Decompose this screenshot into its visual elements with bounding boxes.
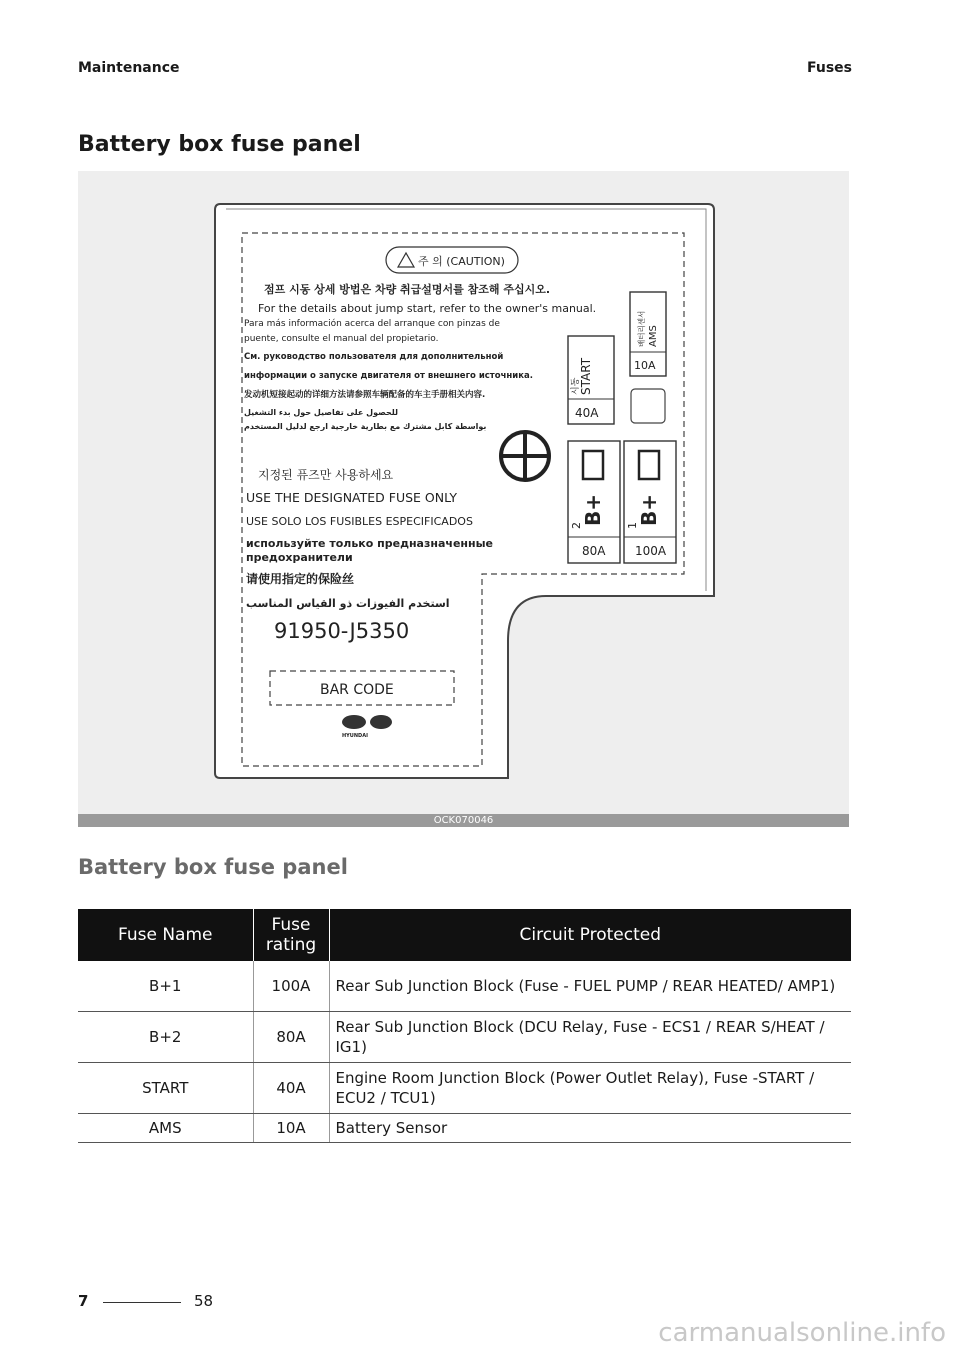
- footer-divider: [103, 1302, 181, 1303]
- fuse-b2-rating: 80A: [582, 544, 606, 558]
- table-header-row: [78, 909, 851, 961]
- chinese-fuse-text: 请使用指定的保险丝: [246, 572, 355, 586]
- table-row: [78, 961, 851, 1012]
- barcode-label: BAR CODE: [320, 682, 394, 698]
- col-header-circuit: Circuit Protected: [329, 909, 851, 961]
- fuse-b2-num: 2: [570, 522, 583, 529]
- part-number: 91950-J5350: [274, 619, 410, 643]
- arabic-fuse-text: استخدم الفيوزات ذو القياس المناسب: [246, 597, 450, 610]
- english-fuse-text: USE THE DESIGNATED FUSE ONLY: [246, 490, 458, 505]
- english-line: For the details about jump start, refer to the owner's manual.: [258, 302, 597, 315]
- fuse-ams-korean: 배터리센서: [637, 310, 646, 347]
- spanish-line-1: Para más información acerca del arranque con pinzas de: [244, 319, 500, 329]
- spanish-line-2: puente, consulte el manual del propietario.: [244, 334, 439, 344]
- fuse-panel-figure: [78, 171, 849, 827]
- table-title: Battery box fuse panel: [78, 855, 348, 879]
- cell-circuit: Rear Sub Junction Block (DCU Relay, Fuse - ECS1 / REAR S/HEAT / IG1): [329, 1012, 851, 1063]
- russian-line-2: информации о запуске двигателя от внешнего источника.: [244, 371, 533, 381]
- arabic-line-2: بواسطة كابل مشترك مع بطارية خارجية ارجع لدليل المستخدم: [244, 422, 487, 431]
- cell-fuse-name: START: [78, 1063, 253, 1114]
- russian-fuse-text-1: используйте только предназначенные: [246, 537, 494, 550]
- fuse-b2-name: B+: [581, 493, 605, 526]
- cell-circuit: Engine Room Junction Block (Power Outlet Relay), Fuse -START / ECU2 / TCU1): [329, 1063, 851, 1114]
- cell-circuit: Rear Sub Junction Block (Fuse - FUEL PUMP / REAR HEATED/ AMP1): [329, 961, 851, 1012]
- fuse-b1-rating: 100A: [635, 544, 667, 558]
- cell-fuse-rating: 100A: [253, 961, 329, 1012]
- russian-line-1: См. руководство пользователя для дополнительной: [244, 352, 504, 362]
- fuse-start-rating: 40A: [575, 406, 599, 420]
- fuse-table: [78, 909, 851, 1143]
- header-chapter: Fuses: [807, 60, 852, 76]
- spanish-fuse-text: USE SOLO LOS FUSIBLES ESPECIFICADOS: [246, 515, 473, 528]
- chinese-line: 发动机短接起动的详细方法请参照车辆配备的车主手册相关内容.: [244, 390, 486, 400]
- fuse-start-name: START: [579, 357, 593, 395]
- cell-fuse-name: AMS: [78, 1114, 253, 1143]
- fuse-ams-rating: 10A: [634, 359, 656, 372]
- cell-fuse-name: B+1: [78, 961, 253, 1012]
- caution-text: 주 의 (CAUTION): [418, 255, 505, 268]
- cell-fuse-rating: 40A: [253, 1063, 329, 1114]
- table-row: [78, 1012, 851, 1063]
- watermark: carmanualsonline.info: [658, 1318, 946, 1348]
- figure-code: OCK070046: [433, 815, 494, 826]
- cell-fuse-rating: 10A: [253, 1114, 329, 1143]
- page-title: Battery box fuse panel: [78, 132, 361, 157]
- page-number: 58: [194, 1292, 214, 1310]
- hyundai-logo: [342, 715, 366, 729]
- col-header-fuse-rating: Fuse rating: [253, 909, 329, 961]
- fuse-b1-num: 1: [626, 522, 639, 529]
- table-row: [78, 1114, 851, 1143]
- cell-circuit: Battery Sensor: [329, 1114, 851, 1143]
- fuse-b1-name: B+: [637, 493, 661, 526]
- kia-logo: [370, 715, 392, 729]
- cell-fuse-rating: 80A: [253, 1012, 329, 1063]
- chapter-number: 7: [78, 1292, 89, 1310]
- korean-line: 점프 시동 상세 방법은 차량 취급설명서를 참조해 주십시오.: [264, 283, 551, 296]
- header-section: Maintenance: [78, 60, 180, 76]
- fuse-start-korean: 시동: [571, 377, 581, 395]
- arabic-line-1: للحصول على تفاصيل حول بدء التشغيل: [244, 408, 399, 417]
- russian-fuse-text-2: предохранители: [246, 551, 353, 564]
- table-row: [78, 1063, 851, 1114]
- cell-fuse-name: B+2: [78, 1012, 253, 1063]
- col-header-fuse-name: Fuse Name: [78, 909, 253, 961]
- hyundai-text: HYUNDAI: [342, 733, 368, 739]
- fuse-panel-diagram: [78, 171, 849, 814]
- korean-fuse-text: 지정된 퓨즈만 사용하세요: [258, 468, 394, 482]
- fuse-ams-name: AMS: [648, 325, 659, 347]
